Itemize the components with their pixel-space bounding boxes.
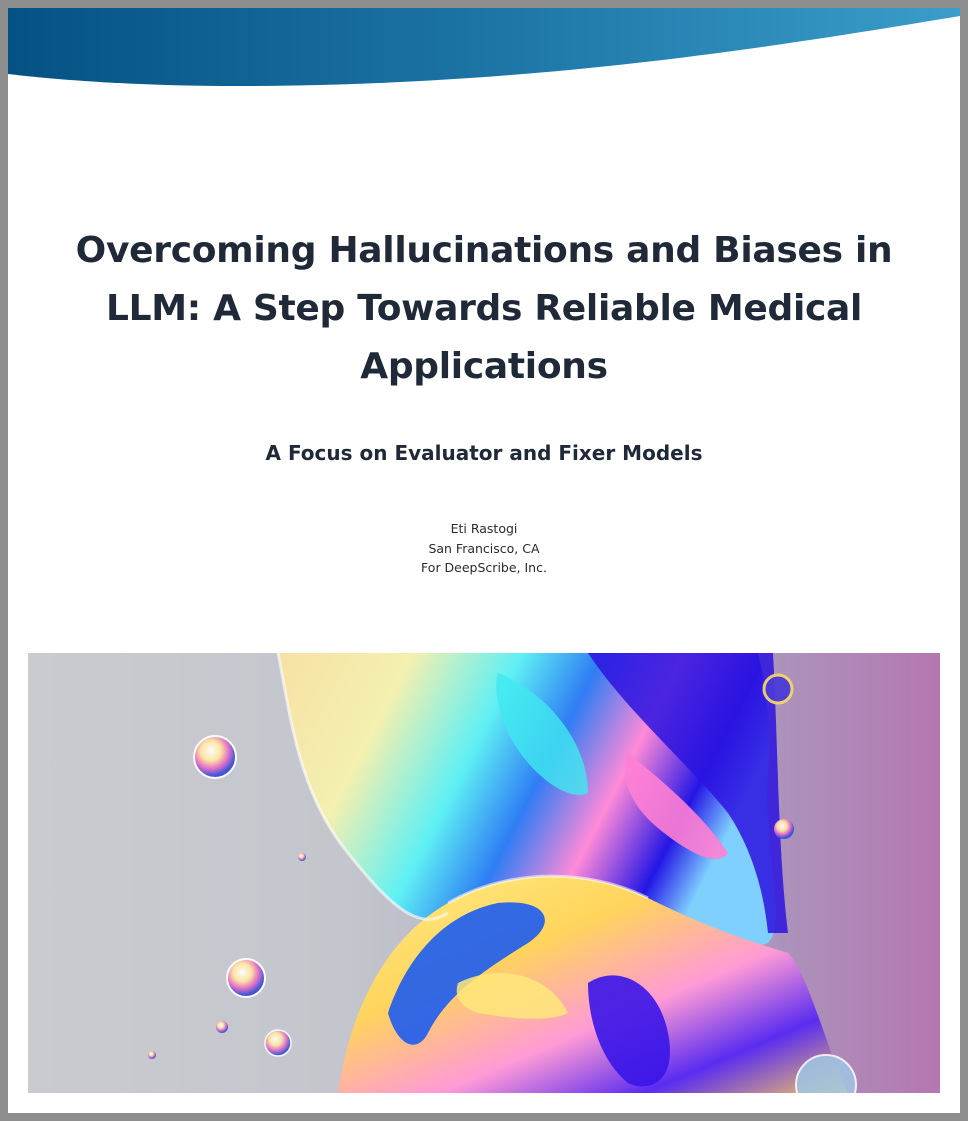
author-name: Eti Rastogi — [450, 521, 518, 536]
cover-art-image — [28, 653, 940, 1093]
document-subtitle: A Focus on Evaluator and Fixer Models — [265, 441, 703, 465]
document-page — [8, 8, 960, 1113]
author-block — [284, 519, 684, 578]
header-wave-banner — [8, 8, 960, 98]
author-location: San Francisco, CA — [428, 540, 540, 556]
author-affiliation: For DeepScribe, Inc. — [421, 560, 547, 575]
document-title: Overcoming Hallucinations and Biases in LLM: A Step Towards Reliable Medical Applications — [75, 230, 893, 387]
